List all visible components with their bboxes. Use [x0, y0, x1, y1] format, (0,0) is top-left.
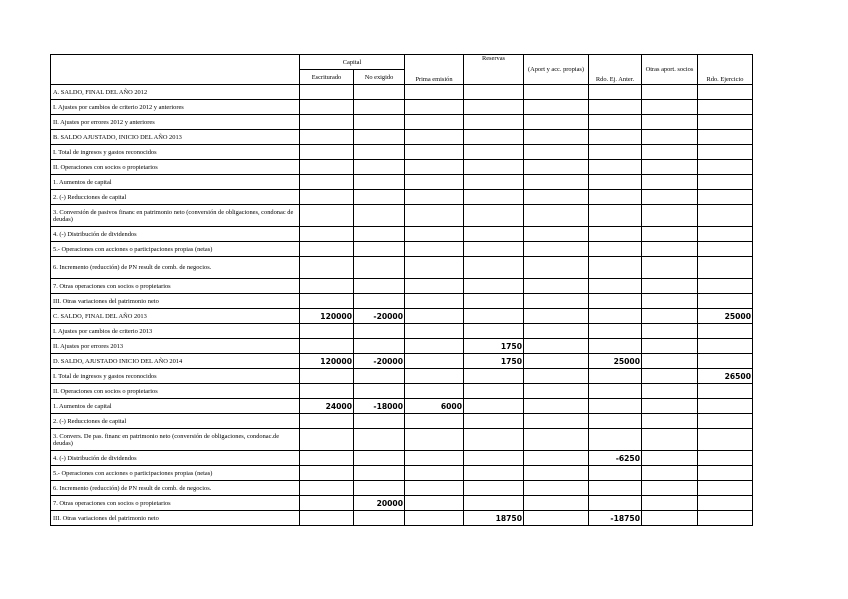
- value-cell: [642, 451, 698, 466]
- value-cell: [524, 242, 589, 257]
- table-row: [51, 279, 753, 294]
- value-cell: [405, 309, 464, 324]
- value-cell: [698, 205, 753, 227]
- value-cell: [405, 496, 464, 511]
- value-cell: [354, 511, 405, 526]
- value-cell: 120000: [300, 354, 354, 369]
- value-cell: [589, 257, 642, 279]
- value-cell: [354, 130, 405, 145]
- value-cell: [405, 466, 464, 481]
- value-cell: [589, 369, 642, 384]
- value-cell: [300, 257, 354, 279]
- table-row: [51, 414, 753, 429]
- value-cell: [642, 414, 698, 429]
- value-cell: [589, 145, 642, 160]
- value-cell: [405, 85, 464, 100]
- value-cell: [354, 369, 405, 384]
- value-cell: [642, 496, 698, 511]
- row-label: 1. Aumentos de capital: [51, 175, 300, 190]
- value-cell: [405, 429, 464, 451]
- value-cell: [524, 279, 589, 294]
- value-cell: [698, 429, 753, 451]
- value-cell: [354, 160, 405, 175]
- value-cell: [642, 115, 698, 130]
- value-cell: [524, 130, 589, 145]
- row-label: III. Otras variaciones del patrimonio neto: [51, 294, 300, 309]
- value-cell: [405, 100, 464, 115]
- value-cell: [642, 481, 698, 496]
- table-row: [51, 309, 753, 324]
- value-cell: [642, 511, 698, 526]
- value-cell: [698, 481, 753, 496]
- value-cell: [464, 145, 524, 160]
- value-cell: [642, 399, 698, 414]
- value-cell: [524, 160, 589, 175]
- value-cell: [405, 257, 464, 279]
- value-cell: [698, 339, 753, 354]
- table-row: [51, 190, 753, 205]
- value-cell: [300, 145, 354, 160]
- value-cell: [524, 175, 589, 190]
- value-cell: [300, 205, 354, 227]
- value-cell: [642, 279, 698, 294]
- value-cell: [354, 242, 405, 257]
- value-cell: 24000: [300, 399, 354, 414]
- value-cell: [698, 175, 753, 190]
- value-cell: [698, 511, 753, 526]
- value-cell: [300, 384, 354, 399]
- table-row: [51, 451, 753, 466]
- value-cell: [300, 130, 354, 145]
- value-cell: [300, 429, 354, 451]
- table-row: [51, 481, 753, 496]
- value-cell: [642, 384, 698, 399]
- value-cell: [354, 481, 405, 496]
- value-cell: [300, 369, 354, 384]
- row-label: 7. Otras operaciones con socios o propietarios: [51, 496, 300, 511]
- value-cell: [405, 414, 464, 429]
- table-row: [51, 160, 753, 175]
- value-cell: [405, 115, 464, 130]
- value-cell: [642, 160, 698, 175]
- value-cell: 120000: [300, 309, 354, 324]
- value-cell: [354, 451, 405, 466]
- table-row: [51, 369, 753, 384]
- value-cell: [354, 100, 405, 115]
- table-row: [51, 100, 753, 115]
- value-cell: [698, 130, 753, 145]
- row-label: 2. (-) Reducciones de capital: [51, 190, 300, 205]
- value-cell: [698, 160, 753, 175]
- value-cell: [589, 115, 642, 130]
- row-label: I. Total de ingresos y gastos reconocidos: [51, 369, 300, 384]
- value-cell: [524, 384, 589, 399]
- value-cell: 25000: [698, 309, 753, 324]
- table-row: [51, 242, 753, 257]
- value-cell: [589, 496, 642, 511]
- value-cell: [300, 175, 354, 190]
- value-cell: [642, 130, 698, 145]
- value-cell: [642, 100, 698, 115]
- table-row: [51, 294, 753, 309]
- value-cell: [642, 257, 698, 279]
- row-label: 3. Conversión de pasivos financ en patrimonio neto (conversión de obligaciones, condonac de deudas): [51, 205, 300, 227]
- value-cell: [464, 85, 524, 100]
- table-row: [51, 496, 753, 511]
- value-cell: [405, 451, 464, 466]
- value-cell: [300, 466, 354, 481]
- header-rdo-ejercicio: Rdo. Ejercicio: [698, 55, 753, 85]
- value-cell: [642, 354, 698, 369]
- value-cell: 18750: [464, 511, 524, 526]
- value-cell: [300, 496, 354, 511]
- value-cell: [524, 466, 589, 481]
- value-cell: [300, 511, 354, 526]
- row-label: 6. Incremento (reducción) de PN result de comb. de negocios.: [51, 257, 300, 279]
- value-cell: [354, 115, 405, 130]
- value-cell: -6250: [589, 451, 642, 466]
- value-cell: [405, 384, 464, 399]
- row-label: 2. (-) Reducciones de capital: [51, 414, 300, 429]
- value-cell: [642, 242, 698, 257]
- header-concept-cell: [51, 55, 300, 85]
- row-label: 5.- Operaciones con acciones o participaciones propias (netas): [51, 466, 300, 481]
- value-cell: [589, 130, 642, 145]
- value-cell: [464, 130, 524, 145]
- row-label: 5.- Operaciones con acciones o participaciones propias (netas): [51, 242, 300, 257]
- value-cell: [524, 205, 589, 227]
- value-cell: [464, 429, 524, 451]
- value-cell: [589, 324, 642, 339]
- value-cell: [405, 324, 464, 339]
- value-cell: [300, 242, 354, 257]
- table-row: [51, 384, 753, 399]
- value-cell: [524, 481, 589, 496]
- value-cell: [698, 257, 753, 279]
- value-cell: [524, 100, 589, 115]
- value-cell: [354, 384, 405, 399]
- equity-statement-table: [50, 54, 753, 526]
- value-cell: [698, 145, 753, 160]
- value-cell: [698, 496, 753, 511]
- value-cell: [354, 294, 405, 309]
- header-aport-acc-propias: (Aport y acc. propias): [524, 55, 589, 85]
- value-cell: [354, 466, 405, 481]
- value-cell: [300, 481, 354, 496]
- value-cell: [354, 175, 405, 190]
- value-cell: [524, 496, 589, 511]
- value-cell: [300, 85, 354, 100]
- value-cell: [589, 190, 642, 205]
- value-cell: [698, 354, 753, 369]
- row-label: 6. Incremento (reducción) de PN result de comb. de negocios.: [51, 481, 300, 496]
- value-cell: [354, 145, 405, 160]
- value-cell: [405, 339, 464, 354]
- row-label: 3. Convers. De pas. financ en patrimonio neto (conversión de obligaciones, condonac.de deudas): [51, 429, 300, 451]
- value-cell: [642, 429, 698, 451]
- value-cell: [300, 414, 354, 429]
- value-cell: [698, 399, 753, 414]
- table-row: [51, 175, 753, 190]
- value-cell: [300, 451, 354, 466]
- value-cell: [698, 227, 753, 242]
- value-cell: [642, 309, 698, 324]
- value-cell: [642, 339, 698, 354]
- value-cell: [524, 227, 589, 242]
- value-cell: -18750: [589, 511, 642, 526]
- row-label: 4. (-) Distribución de dividendos: [51, 451, 300, 466]
- value-cell: [524, 369, 589, 384]
- header-capital: Capital: [300, 55, 405, 70]
- value-cell: [300, 227, 354, 242]
- row-label: II. Ajustes por errores 2013: [51, 339, 300, 354]
- value-cell: [354, 205, 405, 227]
- value-cell: [589, 414, 642, 429]
- value-cell: [698, 466, 753, 481]
- value-cell: [464, 466, 524, 481]
- value-cell: 20000: [354, 496, 405, 511]
- header-otras-aport-socios: Otras aport. socios: [642, 55, 698, 85]
- value-cell: [589, 100, 642, 115]
- value-cell: [405, 511, 464, 526]
- value-cell: [589, 429, 642, 451]
- value-cell: [405, 294, 464, 309]
- table-row: [51, 399, 753, 414]
- table-row: [51, 354, 753, 369]
- value-cell: [698, 324, 753, 339]
- value-cell: [524, 451, 589, 466]
- row-label: I. Ajustes por cambios de criterio 2013: [51, 324, 300, 339]
- header-prima-emision: Prima emisión: [405, 55, 464, 85]
- value-cell: 6000: [405, 399, 464, 414]
- value-cell: [464, 100, 524, 115]
- value-cell: [698, 294, 753, 309]
- value-cell: [524, 309, 589, 324]
- table-row: [51, 511, 753, 526]
- value-cell: [464, 175, 524, 190]
- row-label: II. Ajustes por errores 2012 y anteriores: [51, 115, 300, 130]
- value-cell: [642, 145, 698, 160]
- value-cell: -18000: [354, 399, 405, 414]
- value-cell: [300, 160, 354, 175]
- header-reservas: Reservas: [464, 55, 524, 85]
- value-cell: [464, 496, 524, 511]
- value-cell: [464, 324, 524, 339]
- value-cell: [464, 160, 524, 175]
- table-row: [51, 205, 753, 227]
- value-cell: [405, 160, 464, 175]
- value-cell: [524, 324, 589, 339]
- value-cell: [464, 399, 524, 414]
- value-cell: [464, 257, 524, 279]
- value-cell: [464, 481, 524, 496]
- value-cell: [698, 279, 753, 294]
- value-cell: [405, 369, 464, 384]
- value-cell: [524, 399, 589, 414]
- value-cell: [524, 339, 589, 354]
- value-cell: [405, 227, 464, 242]
- value-cell: [464, 227, 524, 242]
- value-cell: [698, 85, 753, 100]
- value-cell: [405, 190, 464, 205]
- value-cell: [589, 205, 642, 227]
- value-cell: [464, 384, 524, 399]
- value-cell: [405, 354, 464, 369]
- value-cell: [354, 227, 405, 242]
- value-cell: -20000: [354, 309, 405, 324]
- value-cell: [354, 324, 405, 339]
- table-row: [51, 227, 753, 242]
- value-cell: [589, 227, 642, 242]
- value-cell: [642, 205, 698, 227]
- row-label: A. SALDO, FINAL DEL AÑO 2012: [51, 85, 300, 100]
- table-row: [51, 466, 753, 481]
- value-cell: [405, 145, 464, 160]
- value-cell: [524, 85, 589, 100]
- row-label: B. SALDO AJUSTADO, INICIO DEL AÑO 2013: [51, 130, 300, 145]
- value-cell: [642, 227, 698, 242]
- value-cell: [354, 257, 405, 279]
- value-cell: [589, 85, 642, 100]
- value-cell: [405, 279, 464, 294]
- value-cell: 25000: [589, 354, 642, 369]
- value-cell: [354, 339, 405, 354]
- row-label: 4. (-) Distribución de dividendos: [51, 227, 300, 242]
- value-cell: [589, 481, 642, 496]
- value-cell: [464, 115, 524, 130]
- table-row: [51, 429, 753, 451]
- value-cell: [524, 414, 589, 429]
- row-label: D. SALDO, AJUSTADO INICIO DEL AÑO 2014: [51, 354, 300, 369]
- value-cell: [589, 279, 642, 294]
- value-cell: [405, 242, 464, 257]
- value-cell: [464, 369, 524, 384]
- row-label: III. Otras variaciones del patrimonio neto: [51, 511, 300, 526]
- value-cell: [405, 130, 464, 145]
- value-cell: [300, 324, 354, 339]
- value-cell: [354, 279, 405, 294]
- value-cell: [354, 85, 405, 100]
- value-cell: [524, 354, 589, 369]
- value-cell: [524, 511, 589, 526]
- value-cell: [589, 384, 642, 399]
- value-cell: 1750: [464, 354, 524, 369]
- value-cell: [698, 451, 753, 466]
- value-cell: [464, 205, 524, 227]
- table-row: [51, 130, 753, 145]
- value-cell: [300, 294, 354, 309]
- value-cell: [464, 279, 524, 294]
- value-cell: [405, 175, 464, 190]
- value-cell: 1750: [464, 339, 524, 354]
- value-cell: [300, 115, 354, 130]
- row-label: I. Ajustes por cambios de criterio 2012 y anteriores: [51, 100, 300, 115]
- value-cell: [589, 339, 642, 354]
- value-cell: [354, 190, 405, 205]
- value-cell: [524, 257, 589, 279]
- table-row: [51, 145, 753, 160]
- value-cell: [300, 279, 354, 294]
- value-cell: [464, 294, 524, 309]
- row-label: C. SALDO, FINAL DEL AÑO 2013: [51, 309, 300, 324]
- table-row: [51, 257, 753, 279]
- value-cell: [589, 309, 642, 324]
- value-cell: [642, 369, 698, 384]
- value-cell: [524, 294, 589, 309]
- value-cell: 26500: [698, 369, 753, 384]
- value-cell: [589, 160, 642, 175]
- row-label: II. Operaciones con socios o propietarios: [51, 160, 300, 175]
- value-cell: [354, 429, 405, 451]
- value-cell: [300, 100, 354, 115]
- value-cell: [405, 205, 464, 227]
- value-cell: [464, 414, 524, 429]
- value-cell: [642, 190, 698, 205]
- value-cell: [589, 242, 642, 257]
- value-cell: -20000: [354, 354, 405, 369]
- value-cell: [464, 451, 524, 466]
- value-cell: [642, 324, 698, 339]
- header-escriturado: Escriturado: [300, 70, 354, 85]
- row-label: 7. Otras operaciones con socios o propietarios: [51, 279, 300, 294]
- value-cell: [698, 242, 753, 257]
- value-cell: [524, 145, 589, 160]
- table-row: [51, 115, 753, 130]
- value-cell: [698, 414, 753, 429]
- value-cell: [524, 115, 589, 130]
- row-label: 1. Aumentos de capital: [51, 399, 300, 414]
- value-cell: [464, 242, 524, 257]
- table-row: [51, 85, 753, 100]
- header-no-exigido: No exigido: [354, 70, 405, 85]
- value-cell: [589, 175, 642, 190]
- table-row: [51, 339, 753, 354]
- value-cell: [589, 399, 642, 414]
- value-cell: [698, 384, 753, 399]
- value-cell: [698, 100, 753, 115]
- value-cell: [642, 85, 698, 100]
- value-cell: [524, 429, 589, 451]
- value-cell: [464, 190, 524, 205]
- row-label: I. Total de ingresos y gastos reconocidos: [51, 145, 300, 160]
- value-cell: [300, 190, 354, 205]
- value-cell: [524, 190, 589, 205]
- value-cell: [464, 309, 524, 324]
- value-cell: [589, 294, 642, 309]
- table-row: [51, 324, 753, 339]
- value-cell: [642, 175, 698, 190]
- header-rdo-ej-anter: Rdo. Ej. Anter.: [589, 55, 642, 85]
- value-cell: [354, 414, 405, 429]
- value-cell: [405, 481, 464, 496]
- value-cell: [642, 466, 698, 481]
- header-row-1: [51, 55, 753, 70]
- value-cell: [300, 339, 354, 354]
- value-cell: [642, 294, 698, 309]
- value-cell: [698, 115, 753, 130]
- value-cell: [698, 190, 753, 205]
- value-cell: [589, 466, 642, 481]
- row-label: II. Operaciones con socios o propietarios: [51, 384, 300, 399]
